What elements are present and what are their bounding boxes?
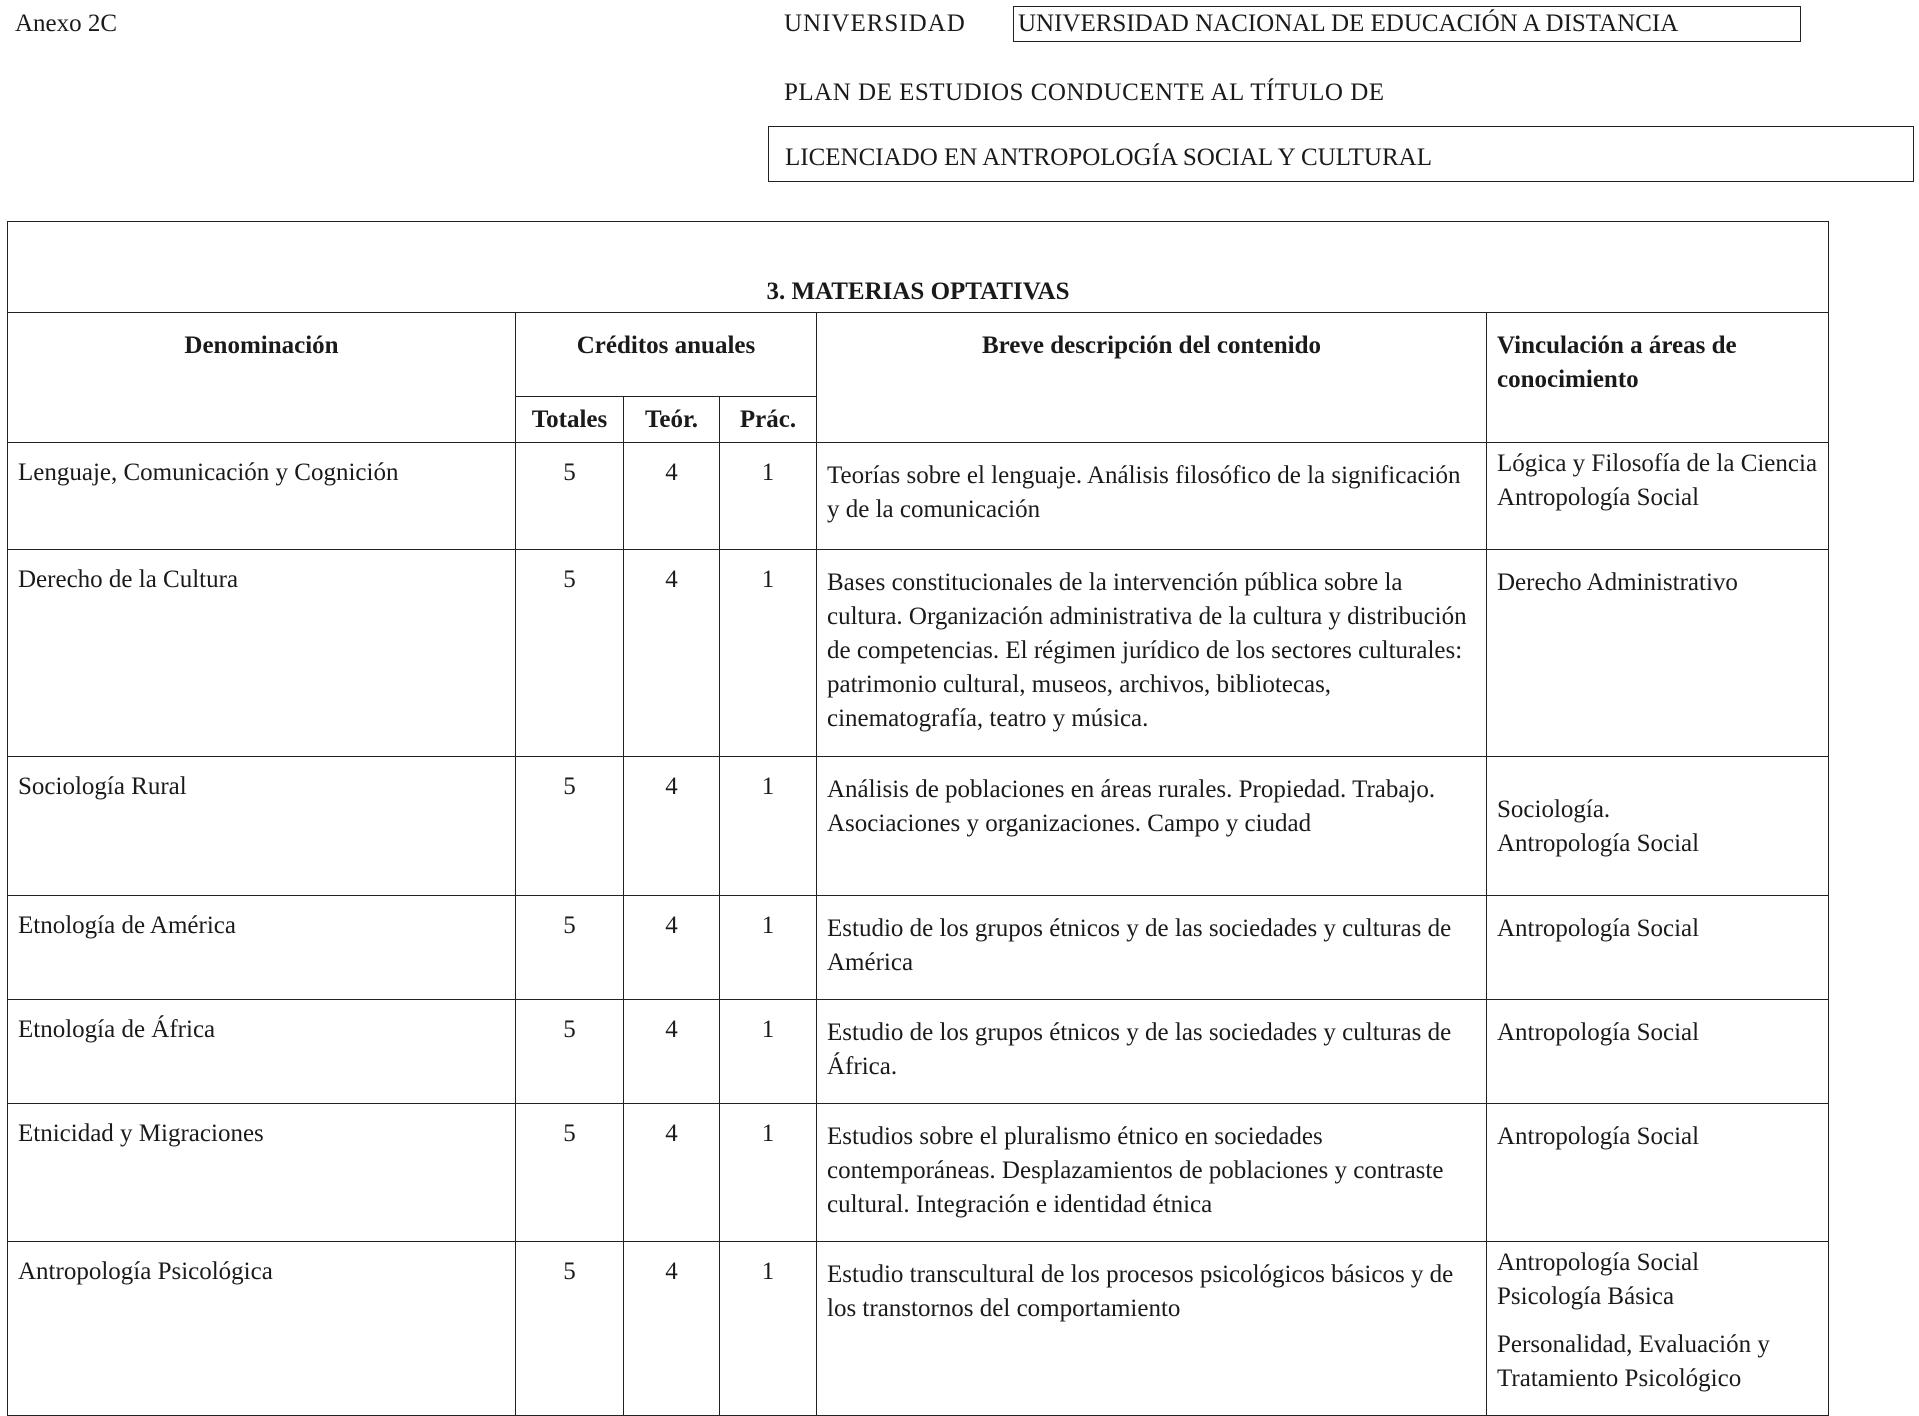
area-item: Antropología Social [1497, 1123, 1700, 1150]
area-item: Antropología Social [1497, 830, 1700, 857]
subject-description: Estudios sobre el pluralismo étnico en sociedades contemporáneas. Desplazamientos de poblaciones y contraste cultural. Integración e identidad étnica [817, 1104, 1487, 1242]
optional-subjects-table [7, 221, 1829, 1416]
credits-theory: 4 [624, 896, 720, 1000]
subject-description: Teorías sobre el lenguaje. Análisis filosófico de la significación y de la comunicación [817, 443, 1487, 550]
area-item: Lógica y Filosofía de la Ciencia [1497, 450, 1818, 477]
knowledge-areas [1487, 1000, 1829, 1104]
subject-name: Lenguaje, Comunicación y Cognición [8, 443, 516, 550]
knowledge-areas [1487, 896, 1829, 1000]
credits-theory: 4 [624, 757, 720, 896]
credits-theory: 4 [624, 1242, 720, 1416]
annex-label: Anexo 2C [15, 10, 118, 37]
table-row [8, 550, 1829, 757]
knowledge-areas [1487, 1242, 1829, 1416]
subject-description: Estudio transcultural de los procesos psicológicos básicos y de los transtornos del comportamiento [817, 1242, 1487, 1416]
table-row [8, 757, 1829, 896]
credits-practice: 1 [720, 1242, 817, 1416]
credits-total: 5 [516, 443, 624, 550]
header-teor: Teór. [624, 397, 720, 443]
header-prac: Prác. [720, 397, 817, 443]
credits-total: 5 [516, 1104, 624, 1242]
area-item: Psicología Básica [1497, 1283, 1675, 1310]
area-item: Sociología. [1497, 796, 1611, 823]
subject-description: Análisis de poblaciones en áreas rurales. Propiedad. Trabajo. Asociaciones y organizaciones. Campo y ciudad [817, 757, 1487, 896]
credits-total: 5 [516, 896, 624, 1000]
university-name-box: UNIVERSIDAD NACIONAL DE EDUCACIÓN A DISTANCIA [1013, 6, 1801, 42]
header-descripcion: Breve descripción del contenido [817, 313, 1487, 443]
credits-theory: 4 [624, 1000, 720, 1104]
credits-total: 5 [516, 550, 624, 757]
area-item: Derecho Administrativo [1497, 569, 1738, 596]
degree-title-box: LICENCIADO EN ANTROPOLOGÍA SOCIAL Y CULTURAL [768, 126, 1914, 182]
header-vinculacion: Vinculación a áreas de conocimiento [1487, 313, 1829, 443]
credits-practice: 1 [720, 1104, 817, 1242]
knowledge-areas [1487, 443, 1829, 550]
credits-theory: 4 [624, 1104, 720, 1242]
table-row [8, 443, 1829, 550]
credits-practice: 1 [720, 550, 817, 757]
credits-theory: 4 [624, 550, 720, 757]
credits-practice: 1 [720, 757, 817, 896]
area-item: Antropología Social [1497, 1249, 1700, 1276]
subject-description: Estudio de los grupos étnicos y de las sociedades y culturas de África. [817, 1000, 1487, 1104]
area-item: Antropología Social [1497, 484, 1700, 511]
knowledge-areas [1487, 1104, 1829, 1242]
credits-total: 5 [516, 1242, 624, 1416]
header-totales: Totales [516, 397, 624, 443]
subject-name: Etnología de América [8, 896, 516, 1000]
subject-description: Estudio de los grupos étnicos y de las sociedades y culturas de América [817, 896, 1487, 1000]
table-row [8, 1242, 1829, 1416]
header-creditos: Créditos anuales [516, 313, 817, 397]
subject-name: Sociología Rural [8, 757, 516, 896]
area-item: Antropología Social [1497, 1019, 1700, 1046]
credits-total: 5 [516, 1000, 624, 1104]
header-denominacion: Denominación [8, 313, 516, 443]
subject-name: Derecho de la Cultura [8, 550, 516, 757]
plan-heading: PLAN DE ESTUDIOS CONDUCENTE AL TÍTULO DE [784, 79, 1385, 106]
table-row [8, 896, 1829, 1000]
subject-name: Antropología Psicológica [8, 1242, 516, 1416]
credits-practice: 1 [720, 1000, 817, 1104]
knowledge-areas [1487, 550, 1829, 757]
subject-name: Etnicidad y Migraciones [8, 1104, 516, 1242]
area-item: Personalidad, Evaluación y Tratamiento Psicológico [1497, 1331, 1770, 1392]
subject-description: Bases constitucionales de la intervención pública sobre la cultura. Organización administrativa de la cultura y distribución de competencias. El régimen jurídico de los sectores culturales: patrimonio cultural, museos, archivos, bibliotecas, cinematografía, teatro y música. [817, 550, 1487, 757]
table-title: 3. MATERIAS OPTATIVAS [8, 222, 1829, 313]
credits-practice: 1 [720, 443, 817, 550]
table-row [8, 1000, 1829, 1104]
subject-name: Etnología de África [8, 1000, 516, 1104]
table-row [8, 1104, 1829, 1242]
university-label: UNIVERSIDAD [784, 10, 966, 37]
credits-practice: 1 [720, 896, 817, 1000]
credits-theory: 4 [624, 443, 720, 550]
knowledge-areas [1487, 757, 1829, 896]
credits-total: 5 [516, 757, 624, 896]
area-item: Antropología Social [1497, 915, 1700, 942]
